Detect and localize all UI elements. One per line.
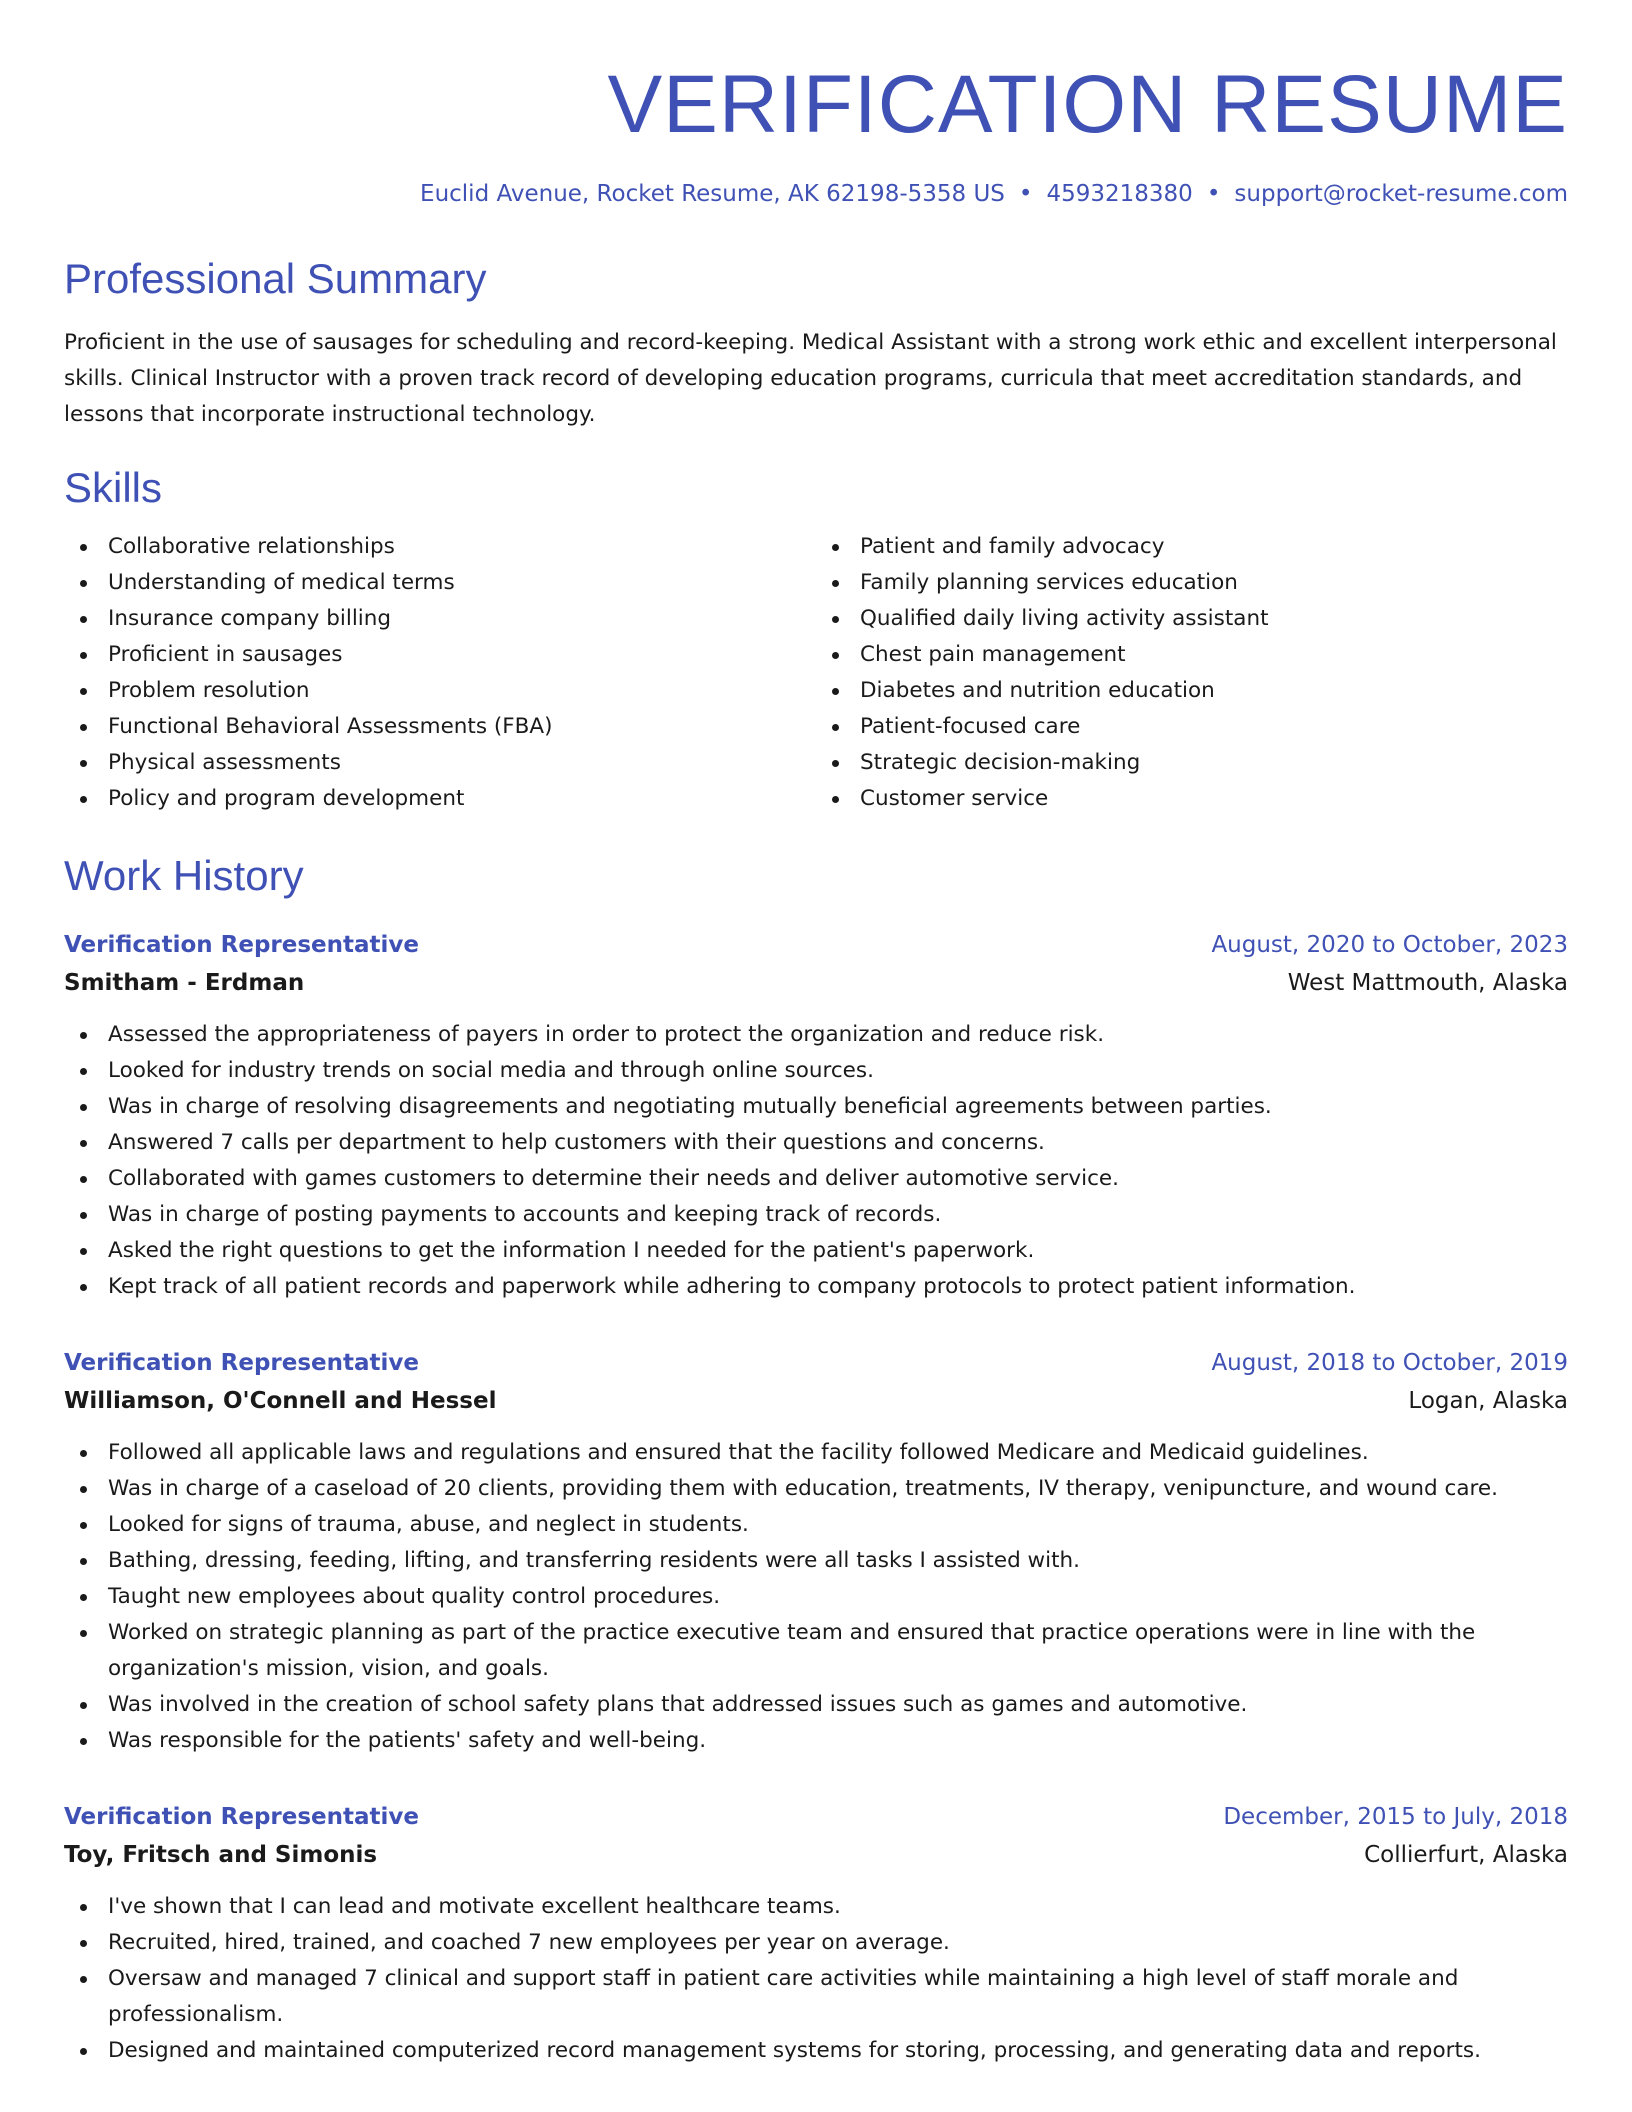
list-item: Assessed the appropriateness of payers in order to protect the organization and reduce risk. <box>64 1017 1568 1053</box>
section-professional-summary <box>64 254 1568 432</box>
list-item: Taught new employees about quality control procedures. <box>64 1579 1568 1615</box>
skill-item: Problem resolution <box>64 673 816 709</box>
job-dates: August, 2020 to October, 2023 <box>1211 932 1568 959</box>
contact-separator: • <box>1018 181 1033 208</box>
job-dates: August, 2018 to October, 2019 <box>1211 1350 1568 1377</box>
skill-item: Collaborative relationships <box>64 529 816 565</box>
contact-separator: • <box>1206 181 1221 208</box>
skill-item: Diabetes and nutrition education <box>816 673 1568 709</box>
skills-column-right <box>816 529 1568 817</box>
list-item: Was in charge of posting payments to accounts and keeping track of records. <box>64 1197 1568 1233</box>
job-title: Verification Representative <box>64 932 419 959</box>
job-entry <box>64 1345 1568 1759</box>
list-item: I've shown that I can lead and motivate excellent healthcare teams. <box>64 1889 1568 1925</box>
list-item: Answered 7 calls per department to help customers with their questions and concerns. <box>64 1125 1568 1161</box>
contact-phone: 4593218380 <box>1046 181 1193 208</box>
section-skills <box>64 463 1568 817</box>
job-location: Collierfurt, Alaska <box>1364 1842 1568 1869</box>
resume-name: VERIFICATION RESUME <box>607 59 1568 150</box>
skill-item: Strategic decision-making <box>816 745 1568 781</box>
skill-item: Understanding of medical terms <box>64 565 816 601</box>
section-title: Work History <box>64 851 304 899</box>
skill-item: Proficient in sausages <box>64 637 816 673</box>
skills-grid <box>64 529 1568 817</box>
job-company: Williamson, O'Connell and Hessel <box>64 1388 497 1415</box>
skill-item: Family planning services education <box>816 565 1568 601</box>
skills-column-left <box>64 529 816 817</box>
job-title-row <box>64 1345 1568 1381</box>
skill-item: Patient-focused care <box>816 709 1568 745</box>
job-company-row <box>64 1835 1568 1875</box>
list-item: Followed all applicable laws and regulations and ensured that the facility followed Medicare and Medicaid guidelines. <box>64 1435 1568 1471</box>
job-title: Verification Representative <box>64 1350 419 1377</box>
list-item: Designed and maintained computerized record management systems for storing, processing, and generating data and reports. <box>64 2033 1568 2069</box>
job-entry <box>64 927 1568 1305</box>
skill-item: Insurance company billing <box>64 601 816 637</box>
summary-text: Proficient in the use of sausages for scheduling and record-keeping. Medical Assistant with a strong work ethic and excellent interpersonal skills. Clinical Instructor with a proven track record of developing education programs, curricula that meet accreditation standards, and lessons that incorporate instructional technology. <box>64 329 1557 427</box>
job-title-row <box>64 1799 1568 1835</box>
list-item: Bathing, dressing, feeding, lifting, and transferring residents were all tasks I assisted with. <box>64 1543 1568 1579</box>
list-item: Asked the right questions to get the information I needed for the patient's paperwork. <box>64 1233 1568 1269</box>
section-work-history <box>64 851 1568 2069</box>
skill-item: Policy and program development <box>64 781 816 817</box>
job-location: West Mattmouth, Alaska <box>1287 970 1568 997</box>
job-company-row <box>64 963 1568 1003</box>
list-item: Worked on strategic planning as part of the practice executive team and ensured that practice operations were in line with the organization's mission, vision, and goals. <box>64 1615 1568 1687</box>
contact-email: support@rocket-resume.com <box>1234 181 1568 208</box>
list-item: Was involved in the creation of school safety plans that addressed issues such as games and automotive. <box>64 1687 1568 1723</box>
list-item: Collaborated with games customers to determine their needs and deliver automotive service. <box>64 1161 1568 1197</box>
list-item: Was responsible for the patients' safety and well-being. <box>64 1723 1568 1759</box>
section-title: Professional Summary <box>64 255 487 303</box>
job-company-row <box>64 1381 1568 1421</box>
section-title: Skills <box>64 463 163 511</box>
job-bullets <box>64 1889 1568 2069</box>
skill-item: Qualified daily living activity assistant <box>816 601 1568 637</box>
contact-line <box>64 180 1568 210</box>
skill-item: Chest pain management <box>816 637 1568 673</box>
skill-item: Physical assessments <box>64 745 816 781</box>
skill-item: Patient and family advocacy <box>816 529 1568 565</box>
job-company: Toy, Fritsch and Simonis <box>64 1842 378 1869</box>
job-entry <box>64 1799 1568 2069</box>
contact-address: Euclid Avenue, Rocket Resume, AK 62198-5358 US <box>420 181 1005 208</box>
job-title-row <box>64 927 1568 963</box>
list-item: Looked for signs of trauma, abuse, and neglect in students. <box>64 1507 1568 1543</box>
list-item: Kept track of all patient records and paperwork while adhering to company protocols to protect patient information. <box>64 1269 1568 1305</box>
job-title: Verification Representative <box>64 1804 419 1831</box>
job-dates: December, 2015 to July, 2018 <box>1223 1804 1568 1831</box>
list-item: Recruited, hired, trained, and coached 7 new employees per year on average. <box>64 1925 1568 1961</box>
job-location: Logan, Alaska <box>1408 1388 1568 1415</box>
resume-header <box>64 58 1568 210</box>
skill-item: Customer service <box>816 781 1568 817</box>
job-bullets <box>64 1435 1568 1759</box>
list-item: Looked for industry trends on social media and through online sources. <box>64 1053 1568 1089</box>
job-company: Smitham - Erdman <box>64 970 305 997</box>
skill-item: Functional Behavioral Assessments (FBA) <box>64 709 816 745</box>
list-item: Was in charge of resolving disagreements and negotiating mutually beneficial agreements between parties. <box>64 1089 1568 1125</box>
job-bullets <box>64 1017 1568 1305</box>
list-item: Was in charge of a caseload of 20 clients, providing them with education, treatments, IV therapy, venipuncture, and wound care. <box>64 1471 1568 1507</box>
list-item: Oversaw and managed 7 clinical and support staff in patient care activities while maintaining a high level of staff morale and professionalism. <box>64 1961 1568 2033</box>
